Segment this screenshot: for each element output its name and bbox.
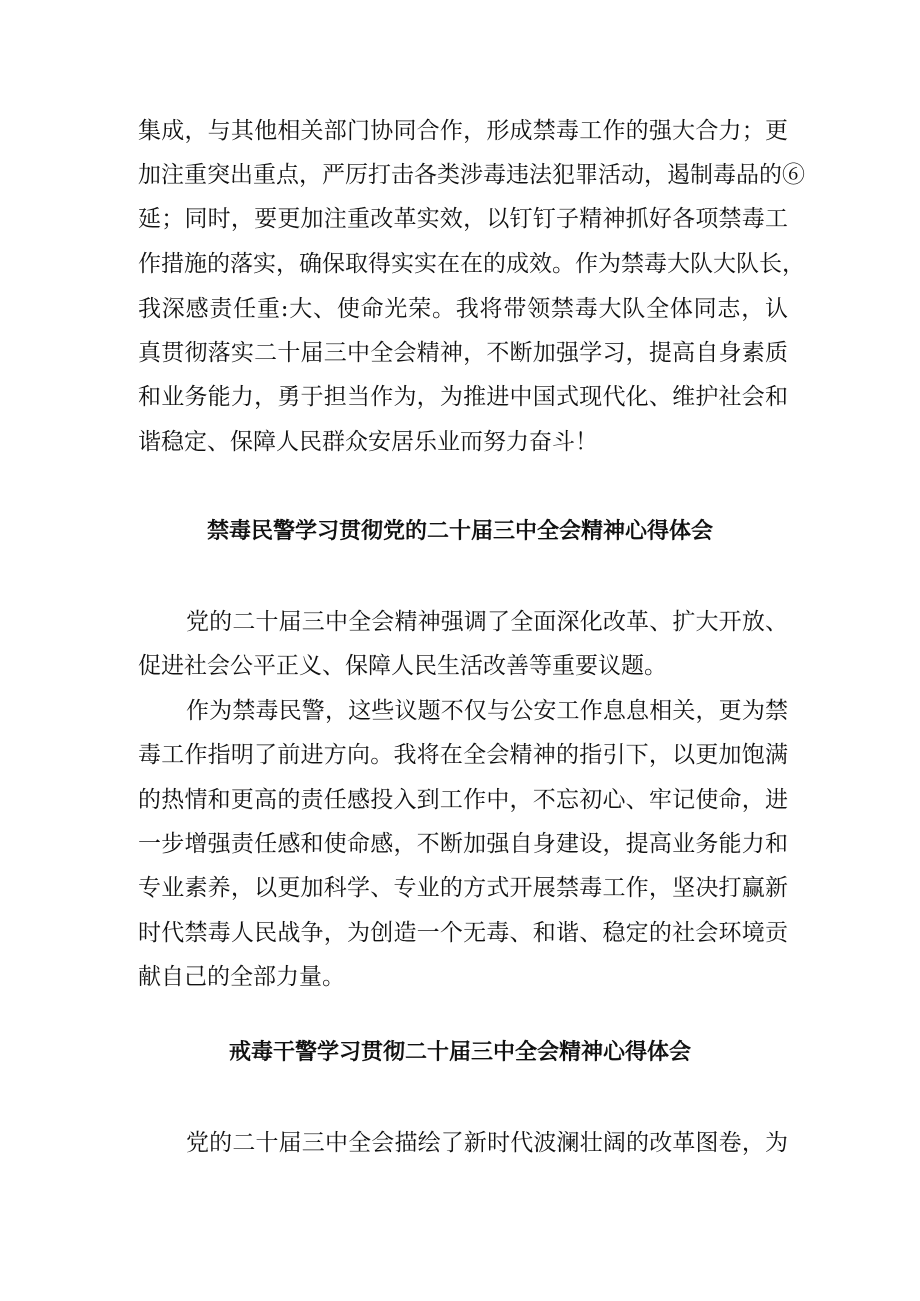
- section-title: 禁毒民警学习贯彻党的二十届三中全会精神心得体会: [206, 519, 713, 544]
- paragraph-line: 真贯彻落实二十届三中全会精神，不断加强学习，提高自身素质: [138, 340, 788, 366]
- paragraph-line: 的热情和更高的责任感投入到工作中，不忘初心、牢记使命，进: [138, 787, 788, 813]
- paragraph-line: 党的二十届三中全会描绘了新时代波澜壮阔的改革图卷，为: [186, 1130, 788, 1156]
- paragraph-line: 毒工作指明了前进方向。我将在全会精神的指引下，以更加饱满: [138, 742, 788, 768]
- paragraph-line: 我深感责任重:大、使命光荣。我将带领禁毒大队全体同志，认: [138, 296, 788, 322]
- paragraph-line: 作措施的落实，确保取得实实在在的成效。作为禁毒大队大队长，: [138, 251, 805, 277]
- paragraph-line: 一步增强责任感和使命感，不断加强自身建设，提高业务能力和: [138, 831, 788, 857]
- paragraph-line: 延；同时，要更加注重改革实效，以钉钉子精神抓好各项禁毒工: [138, 206, 788, 232]
- paragraph-line: 促进社会公平正义、保障人民生活改善等重要议题。: [138, 653, 667, 679]
- paragraph-line: 加注重突出重点，严厉打击各类涉毒违法犯罪活动，遏制毒品的⑥: [138, 162, 805, 188]
- paragraph-line: 作为禁毒民警，这些议题不仅与公安工作息息相关，更为禁: [186, 698, 788, 724]
- paragraph-line: 献自己的全部力量。: [138, 964, 345, 990]
- paragraph-line: 专业素养，以更加科学、专业的方式开展禁毒工作，坚决打赢新: [138, 875, 788, 901]
- section-title: 戒毒干警学习贯彻二十届三中全会精神心得体会: [228, 1040, 691, 1065]
- paragraph-line: 集成，与其他相关部门协同合作，形成禁毒工作的强大合力；更: [138, 118, 788, 144]
- paragraph-line: 谐稳定、保障人民群众安居乐业而努力奋斗！: [138, 429, 598, 455]
- paragraph-line: 和业务能力，勇于担当作为，为推进中国式现代化、维护社会和: [138, 384, 788, 410]
- paragraph-line: 党的二十届三中全会精神强调了全面深化改革、扩大开放、: [186, 609, 788, 635]
- paragraph-line: 时代禁毒人民战争，为创造一个无毒、和谐、稳定的社会环境贡: [138, 920, 788, 946]
